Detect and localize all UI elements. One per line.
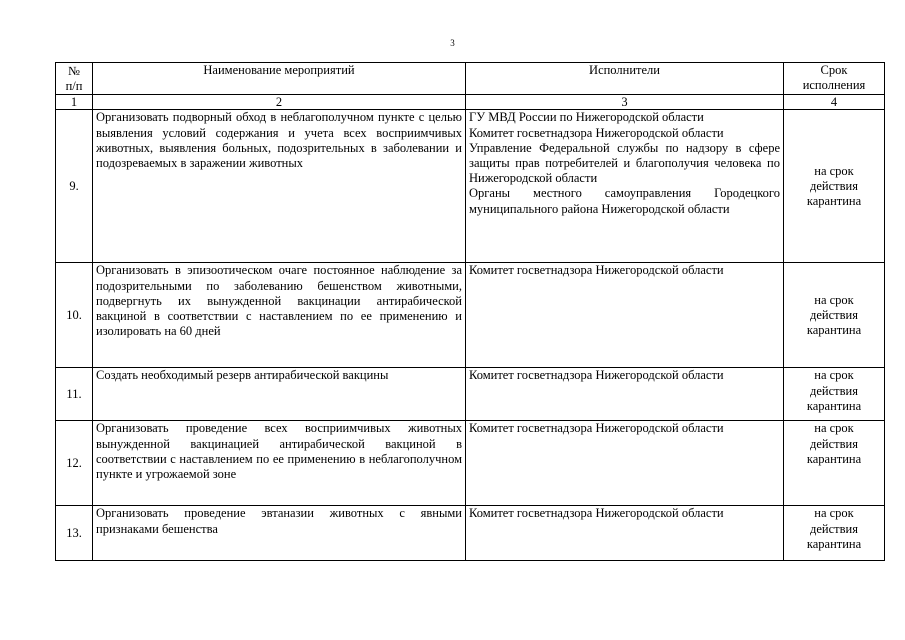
header-executors: Исполнители (466, 63, 784, 95)
table-row (56, 110, 885, 263)
table-row (56, 263, 885, 368)
table-row (56, 506, 885, 561)
row-number: 13. (56, 506, 93, 561)
executor: Органы местного самоуправления Городецкого муниципального района Нижегородской области (469, 186, 780, 216)
column-number: 3 (466, 95, 784, 110)
row-number: 11. (56, 368, 93, 421)
row-term (784, 110, 885, 263)
row-executors (466, 421, 784, 506)
row-term (784, 506, 885, 561)
header-term (784, 63, 885, 95)
executor: Комитет госветнадзора Нижегородской области (469, 421, 724, 436)
page-number: 3 (450, 38, 455, 48)
executor: Комитет госветнадзора Нижегородской области (469, 125, 724, 140)
column-number: 2 (93, 95, 466, 110)
row-executors (466, 110, 784, 263)
row-term (784, 368, 885, 421)
row-task: Создать необходимый резерв антирабической вакцины (93, 368, 466, 421)
column-number: 4 (784, 95, 885, 110)
header-number-line2: п/п (65, 79, 83, 94)
row-number: 9. (56, 110, 93, 263)
row-term-text: на срок действия карантина (806, 368, 862, 413)
row-task: Организовать подворный обход в неблагополучном пункте с целью выявления условий содержания и учета всех восприимчивых животных, выявления больных, подозрительных в заболевании и подозреваемых в заражении животных (93, 110, 466, 263)
row-task: Организовать в эпизоотическом очаге постоянное наблюдение за подозрительными по заболеванию бешенством животными, подвергнуть их вынужденной вакцинации антирабической вакциной в соответствии с наставлением по ее применению и изолировать на 60 дней (93, 263, 466, 368)
table-header-row (56, 63, 885, 95)
row-term-text: на срок действия карантина (806, 421, 862, 466)
row-number: 10. (56, 263, 93, 368)
row-term-text: на срок действия карантина (806, 163, 862, 208)
header-number (56, 63, 93, 95)
row-executors (466, 368, 784, 421)
table-row (56, 368, 885, 421)
executor: ГУ МВД России по Нижегородской области (469, 110, 704, 125)
header-term-line1: Срок (820, 63, 848, 77)
row-number: 12. (56, 421, 93, 506)
table-row (56, 421, 885, 506)
executor: Комитет госветнадзора Нижегородской области (469, 506, 724, 521)
row-term (784, 421, 885, 506)
row-executors (466, 506, 784, 561)
executor: Комитет госветнадзора Нижегородской области (469, 263, 724, 278)
row-term-text: на срок действия карантина (806, 506, 862, 551)
row-task: Организовать проведение всех восприимчивых животных вынужденной вакцинацией антирабической вакциной в соответствии с наставлением по ее применению в неблагополучном пункте и угрожаемой зоне (93, 421, 466, 506)
column-number: 1 (56, 95, 93, 110)
header-name: Наименование мероприятий (93, 63, 466, 95)
row-executors (466, 263, 784, 368)
measures-table (55, 62, 885, 561)
executor: Комитет госветнадзора Нижегородской области (469, 368, 724, 383)
row-task: Организовать проведение эвтаназии животных с явными признаками бешенства (93, 506, 466, 561)
header-term-line2: исполнения (802, 78, 866, 93)
row-term (784, 263, 885, 368)
header-number-line1: № (68, 64, 80, 78)
column-number-row (56, 95, 885, 110)
executor: Управление Федеральной службы по надзору в сфере защиты прав потребителей и благополучия человека по Нижегородской области (469, 140, 780, 186)
row-term-text: на срок действия карантина (806, 292, 862, 337)
